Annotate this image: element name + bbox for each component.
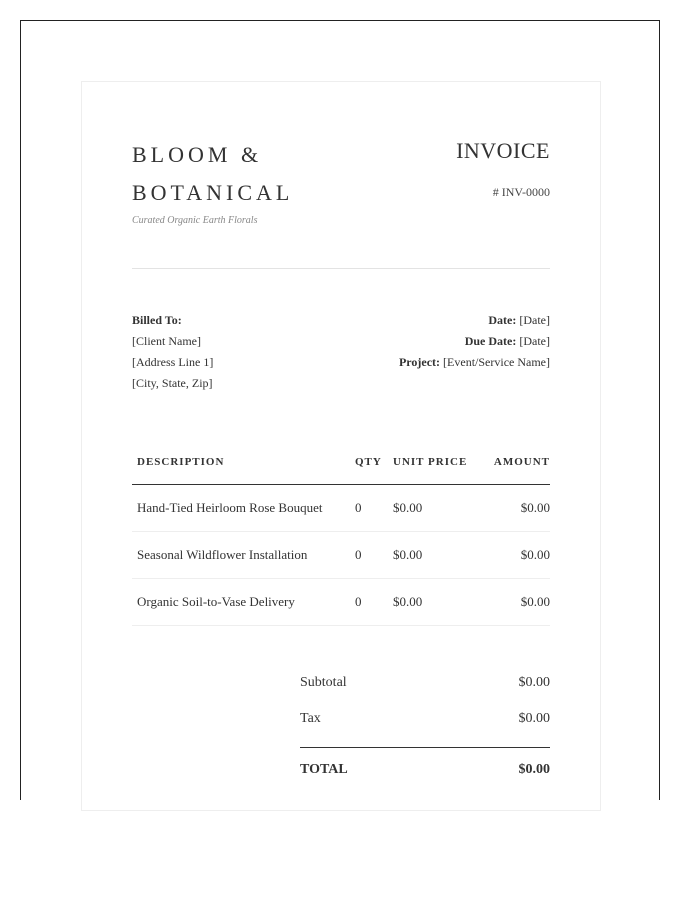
table-row [132,485,550,532]
item-qty: 0 [355,579,393,626]
client-name: [Client Name] [132,334,201,348]
tax-label: Tax [300,711,321,726]
table-header-row [132,440,550,485]
item-description: Seasonal Wildflower Installation [132,532,355,579]
due-date-value: [Date] [519,334,550,348]
total-value: $0.00 [518,762,550,777]
totals-block [300,665,550,788]
item-qty: 0 [355,485,393,532]
tax-value: $0.00 [518,711,550,726]
table-row [132,532,550,579]
item-unit-price: $0.00 [393,485,488,532]
header-divider [132,268,550,269]
date-row [399,310,550,331]
date-label: Date: [488,313,517,327]
col-header-amount: AMOUNT [488,440,550,485]
brand-name [132,136,392,212]
col-header-qty: QTY [355,440,393,485]
project-label: Project: [398,355,441,369]
billed-to-block [132,310,213,394]
item-unit-price: $0.00 [393,579,488,626]
item-amount: $0.00 [488,485,550,532]
col-header-unit-price: UNIT PRICE [393,440,488,485]
client-address-line1: [Address Line 1] [132,355,214,369]
subtotal-label: Subtotal [300,675,347,690]
item-description: Organic Soil-to-Vase Delivery [132,579,355,626]
client-city-state-zip: [City, State, Zip] [132,376,213,390]
item-description: Hand-Tied Heirloom Rose Bouquet [132,485,355,532]
billed-to-label: Billed To: [132,313,182,327]
due-date-label: Due Date: [464,334,517,348]
item-amount: $0.00 [488,579,550,626]
brand-name-line2: BOTANICAL [132,180,294,205]
due-date-row [399,331,550,352]
brand-tagline: Curated Organic Earth Florals [132,215,258,226]
invoice-number: # INV-0000 [492,185,550,199]
col-header-description: DESCRIPTION [132,440,355,485]
totals-divider [300,747,550,748]
invoice-title: INVOICE [456,138,550,163]
line-items-table [132,440,550,626]
table-row [132,579,550,626]
item-qty: 0 [355,532,393,579]
invoice-meta-block [399,310,550,373]
subtotal-value: $0.00 [518,675,550,690]
project-row [399,352,550,373]
item-amount: $0.00 [488,532,550,579]
brand-name-line1: BLOOM & [132,142,263,167]
date-value: [Date] [519,313,550,327]
project-value: [Event/Service Name] [443,355,550,369]
subtotal-row [300,665,550,701]
item-unit-price: $0.00 [393,532,488,579]
total-row [300,752,550,788]
total-label: TOTAL [300,762,348,777]
tax-row [300,701,550,737]
